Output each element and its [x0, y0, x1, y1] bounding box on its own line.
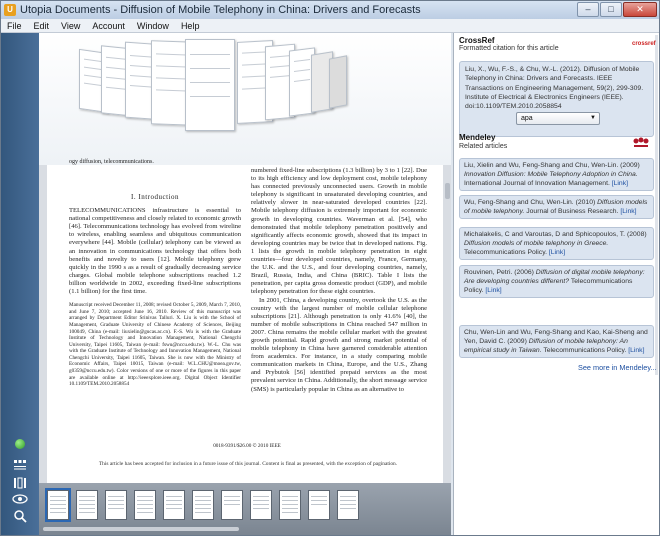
- article-authors: Chu, Wen-Lin and Wu, Feng-Shang and Kao, Kai-Sheng and Yen, David C. (2009): [464, 329, 648, 346]
- page-thumbnail[interactable]: [279, 490, 301, 520]
- citation-text: Liu, X., Wu, F.-S., & Chu, W.-L. (2012). Diffusion of Mobile Telephony in China: Drivers and Forecasts. IEEE Transactions on Engineering Management, 59(2), 299-309. Institute of Electrical & Electronics Engineers (IEEE). doi:10.1109/TEM.2010.2058854: [465, 66, 644, 111]
- citation-box: [459, 61, 654, 137]
- paragraph: In 2001, China, a developing country, overtook the U.S. as the country with the largest number of mobile cellular telephone subscriptions [21]. Although penetration is only 41.6% [40], the number of mobile subscriptions in China reached 547 million in 2007. China remains the mobile cellular market with the greatest growth potential. Rapid growth and strong market potential of mobile telephony in China have garnered considerable attention from academics. For instance, in a study comparing mobile communication markets in China, Europe, and the U.S., Zhang and Prybutok [56] identified prepaid services as the most prevalent service in China. Additionally, the short message service (SMS) is particularly popular in China as an alternative to: [251, 296, 427, 393]
- green-status-icon[interactable]: [15, 439, 25, 449]
- article-link[interactable]: [Link]: [548, 249, 566, 257]
- article-source: Telecommunications Policy.: [543, 347, 627, 355]
- window-title: Utopia Documents - Diffusion of Mobile Telephony in China: Drivers and Forecasts: [20, 4, 421, 16]
- article-title: Innovation Diffusion: Mobile Telephony Adoption in China.: [464, 171, 638, 179]
- sidebar-scrollbar[interactable]: [655, 35, 658, 375]
- crossref-title: CrossRef: [459, 36, 495, 45]
- text-column-right: [251, 167, 427, 394]
- minimize-button[interactable]: –: [577, 2, 599, 17]
- document-view[interactable]: [39, 33, 451, 489]
- article-authors: Michalakelis, C and Varoutas, D and Sphicopoulos, T. (2008): [464, 231, 647, 238]
- issn-line: 0018-9391/$26.00 © 2010 IEEE: [213, 443, 281, 449]
- menu-file[interactable]: File: [7, 20, 22, 31]
- title-bar[interactable]: [1, 1, 659, 19]
- crossref-logo: crossref: [632, 41, 656, 47]
- text-column-left: [69, 187, 241, 388]
- chevron-down-icon: ▼: [590, 115, 596, 121]
- article-source: Telecommunications Policy.: [464, 278, 633, 295]
- page-thumbnail[interactable]: [308, 490, 330, 520]
- acceptance-note: This article has been accepted for inclusion in a future issue of this journal. Content is final as presented, with the exception of pagination.: [98, 461, 398, 467]
- mendeley-subtitle: Related articles: [459, 143, 508, 150]
- article-authors: Liu, Xielin and Wu, Feng-Shang and Chu, Wen-Lin. (2009): [464, 162, 640, 169]
- related-article[interactable]: [459, 325, 654, 358]
- related-article[interactable]: [459, 227, 654, 260]
- related-article[interactable]: [459, 195, 654, 219]
- article-authors: Wu, Feng-Shang and Chu, Wen-Lin. (2010): [464, 199, 596, 206]
- page-thumbnail[interactable]: [76, 490, 98, 520]
- paragraph: numbered fixed-line subscriptions (1.3 billion) by 3 to 1 [22]. Due to its high efficiency and low deployment cost, mobile telephony has connected previously unconnected users. Growth in mobile telephony is significant in unsaturated developing countries, and relatively slower in near-saturated developed countries [22]. Mobile telephony diffusion is extremely important for economic growth in developing countries. Waverman et al. [54], who demonstrated that mobile telephony penetration positively and significantly affects economic growth, showed that its impact in developing countries may be twice that in developed nations. Fig. 1 lists the growth in mobile telephony penetration in eight countries—four developed countries, namely, France, Germany, the U.K. and the U.S., and four developing countries, namely, Brazil, Russia, India, and China (BRIC). Table I lists the penetration, per capita gross domestic product (GDP), and mobile telephony penetration for these eight countries.: [251, 167, 427, 296]
- citation-style-select[interactable]: [516, 112, 600, 125]
- maximize-button[interactable]: □: [600, 2, 622, 17]
- app-logo-icon: U: [4, 4, 16, 16]
- menu-window[interactable]: Window: [136, 20, 169, 31]
- left-toolbar: [1, 33, 39, 535]
- search-icon[interactable]: [10, 509, 30, 525]
- citation-style-value: apa: [521, 115, 533, 122]
- article-title: Diffusion models of mobile telephony in Greece.: [464, 240, 609, 248]
- menu-help[interactable]: Help: [180, 20, 200, 31]
- page-filmstrip: [39, 483, 451, 535]
- related-article[interactable]: [459, 265, 654, 298]
- article-title: Diffusion of digital mobile telephony: Are developing countries different?: [464, 269, 645, 286]
- article-source: Journal of Business Research.: [526, 208, 619, 216]
- page-thumbnail[interactable]: [250, 490, 272, 520]
- page-thumbnail[interactable]: [163, 490, 185, 520]
- menu-account[interactable]: Account: [92, 20, 125, 31]
- page-thumbnail[interactable]: [47, 490, 69, 520]
- document-page[interactable]: [47, 159, 443, 505]
- page-thumbnail[interactable]: [337, 490, 359, 520]
- page-columns-icon[interactable]: [10, 477, 30, 493]
- page-thumbnail[interactable]: [105, 490, 127, 520]
- window-controls: [576, 2, 657, 17]
- page-thumbnail[interactable]: [192, 490, 214, 520]
- article-title: Diffusion of mobile telephony: An empirical study in Taiwan.: [464, 338, 628, 355]
- eye-icon[interactable]: [10, 493, 30, 509]
- banner-page: [329, 55, 347, 108]
- filmstrip-scrollbar[interactable]: [43, 527, 239, 531]
- see-more-mendeley-link[interactable]: See more in Mendeley...: [578, 363, 657, 372]
- article-authors: Rouvinen, Petri. (2006): [464, 269, 534, 276]
- crossref-subtitle: Formatted citation for this article: [459, 45, 559, 52]
- section-heading: I. Introduction: [131, 193, 179, 201]
- article-link[interactable]: [Link]: [628, 347, 645, 355]
- page-layout-icon[interactable]: [10, 459, 30, 475]
- introduction-paragraph: TELECOMMUNICATIONS infrastructure is essential to national competitiveness and closely related to economic growth [46]. Telecommunications technology has evolved from wireline to wireless, enabling seamless and ubiquitous communication everywhere [44]. Mobile (cellular) telephony can be viewed as an innovation in communications technology that offers both benefits and novelty to users [12]. Mobile telephony grew quickly in the 1990 s as a result of gradually decreasing service charges. Global mobile telephone subscriptions reached 1.2 billion worldwide in 2002, exceeding fixed-line subscriptions (1.1 billion) for the first time.: [69, 207, 241, 296]
- close-button[interactable]: ✕: [623, 2, 657, 17]
- cut-off-line: ogy diffusion, telecommunications.: [69, 159, 154, 165]
- article-link[interactable]: [Link]: [485, 287, 502, 295]
- menu-edit[interactable]: Edit: [33, 20, 50, 31]
- document-scrollbar[interactable]: [445, 183, 450, 199]
- menu-view[interactable]: View: [61, 20, 81, 31]
- sidebar-panel: [453, 33, 659, 535]
- article-link[interactable]: [Link]: [611, 180, 628, 188]
- page-thumbnail[interactable]: [134, 490, 156, 520]
- article-source: International Journal of Innovation Management.: [464, 180, 610, 188]
- article-link[interactable]: [Link]: [620, 208, 637, 216]
- document-banner: [39, 33, 451, 165]
- article-title: Diffusion models of mobile telephony.: [464, 199, 648, 216]
- banner-page: [185, 39, 235, 131]
- mendeley-title: Mendeley: [459, 133, 496, 142]
- page-thumbnail[interactable]: [221, 490, 243, 520]
- menu-bar: [1, 19, 659, 33]
- article-source: Telecommunications Policy.: [464, 249, 547, 257]
- mendeley-logo: [632, 137, 650, 151]
- related-article[interactable]: [459, 158, 654, 191]
- manuscript-footnote: Manuscript received December 11, 2008; revised October 5, 2009, March 7, 2010, and June 7, 2010; accepted June 16, 2010. Review of this manuscript was arranged by Department Editor Srinivas Talluri. X. Liu is with the School of Management, Graduate University of Chinese Academy of Sciences, Beijing 100049, China (e-mail: liuxielin@gucas.ac.cn). F.-S. Wu is with the Graduate Institute of Technology and Innovation Management, National Chengchi University, Taipei 11605, Taiwan (e-mail: fswu@nccu.edu.tw). W.-L. Chu was with the Graduate Institute of Technology and Innovation Management, National Chengchi University, Taipei 11605, Taiwan. She is now with the Ministry of Economic Affairs, Taipei 10015, Taiwan (e-mail: W.L.CHU@moea.gov.tw, g0359@nccu.edu.tw). Color versions of one or more of the figures in this paper are available online at http://ieeexplore.ieee.org. Digital Object Identifier 10.1109/TEM.2010.2058854: [69, 302, 241, 388]
